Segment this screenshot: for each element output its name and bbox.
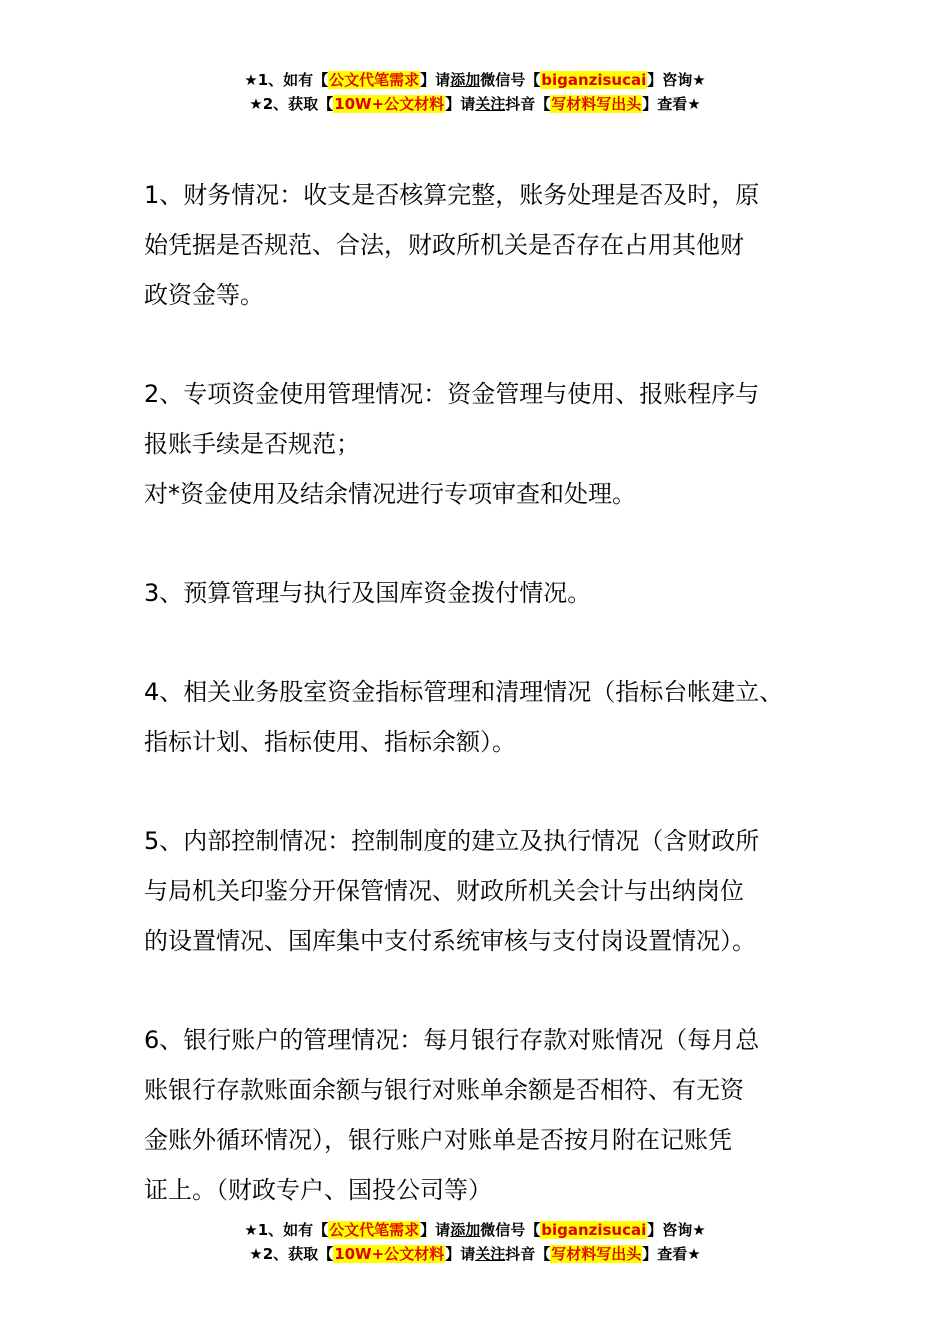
paragraph-5 xyxy=(144,816,834,966)
text-line: 2、专项资金使用管理情况：资金管理与使用、报账程序与 xyxy=(144,380,760,408)
banner-underlined: 关注 xyxy=(475,95,506,113)
text-line: 政资金等。 xyxy=(144,281,264,309)
banner-text: ★1、如有【 xyxy=(244,71,329,89)
banner-text: 微信号【 xyxy=(480,1221,541,1239)
text-line: 5、内部控制情况：控制制度的建立及执行情况（含财政所 xyxy=(144,827,760,855)
banner-text: 】请 xyxy=(445,95,476,113)
banner-highlight: 公文代笔需求 xyxy=(329,71,420,89)
text-line: 1、财务情况：收支是否核算完整，账务处理是否及时，原 xyxy=(144,181,760,209)
paragraph-4 xyxy=(144,667,834,767)
paragraph-1 xyxy=(144,170,834,320)
banner-text: 】请 xyxy=(420,71,451,89)
banner-highlight: 写材料写出头 xyxy=(551,95,642,113)
text-line: 对*资金使用及结余情况进行专项审查和处理。 xyxy=(144,480,636,508)
text-line: 金账外循环情况），银行账户对账单是否按月附在记账凭 xyxy=(144,1126,732,1154)
text-line: 账银行存款账面余额与银行对账单余额是否相符、有无资 xyxy=(144,1076,744,1104)
banner-text: 微信号【 xyxy=(480,71,541,89)
banner-text: 】查看★ xyxy=(642,95,701,113)
banner-text: 】咨询★ xyxy=(647,1221,706,1239)
text-line: 始凭据是否规范、合法，财政所机关是否存在占用其他财 xyxy=(144,231,744,259)
text-line: 6、银行账户的管理情况：每月银行存款对账情况（每月总 xyxy=(144,1026,760,1054)
document-body xyxy=(144,170,834,1264)
text-line: 4、相关业务股室资金指标管理和清理情况（指标台帐建立、 xyxy=(144,678,784,706)
banner-highlight: 10W+公文材料 xyxy=(334,95,445,113)
banner-underlined: 关注 xyxy=(475,1245,506,1263)
paragraph-6 xyxy=(144,1015,834,1215)
banner-text: ★1、如有【 xyxy=(244,1221,329,1239)
text-line: 3、预算管理与执行及国库资金拨付情况。 xyxy=(144,579,592,607)
banner-highlight: biganzisucai xyxy=(541,71,647,89)
banner-underlined: 添加 xyxy=(450,1221,481,1239)
banner-text: 】请 xyxy=(420,1221,451,1239)
banner-text: ★2、获取【 xyxy=(249,1245,334,1263)
banner-highlight: 写材料写出头 xyxy=(551,1245,642,1263)
banner-text: 】查看★ xyxy=(642,1245,701,1263)
text-line: 报账手续是否规范； xyxy=(144,430,360,458)
paragraph-2 xyxy=(144,369,834,519)
banner-highlight: 公文代笔需求 xyxy=(329,1221,420,1239)
text-line: 证上。（财政专户、国投公司等） xyxy=(144,1176,492,1204)
text-line: 的设置情况、国库集中支付系统审核与支付岗设置情况）。 xyxy=(144,927,756,955)
banner-text: ★2、获取【 xyxy=(249,95,334,113)
text-line: 与局机关印鉴分开保管情况、财政所机关会计与出纳岗位 xyxy=(144,877,744,905)
banner-highlight: biganzisucai xyxy=(541,1221,647,1239)
banner-line-1 xyxy=(0,68,950,92)
banner-line-2 xyxy=(0,1242,950,1266)
banner-text: 】请 xyxy=(445,1245,476,1263)
header-banner xyxy=(0,68,950,116)
banner-text: 抖音【 xyxy=(505,95,551,113)
banner-underlined: 添加 xyxy=(450,71,481,89)
banner-highlight: 10W+公文材料 xyxy=(334,1245,445,1263)
banner-text: 】咨询★ xyxy=(647,71,706,89)
banner-text: 抖音【 xyxy=(505,1245,551,1263)
banner-line-2 xyxy=(0,92,950,116)
banner-line-1 xyxy=(0,1218,950,1242)
text-line: 指标计划、指标使用、指标余额）。 xyxy=(144,728,516,756)
paragraph-3 xyxy=(144,568,834,618)
footer-banner xyxy=(0,1218,950,1266)
